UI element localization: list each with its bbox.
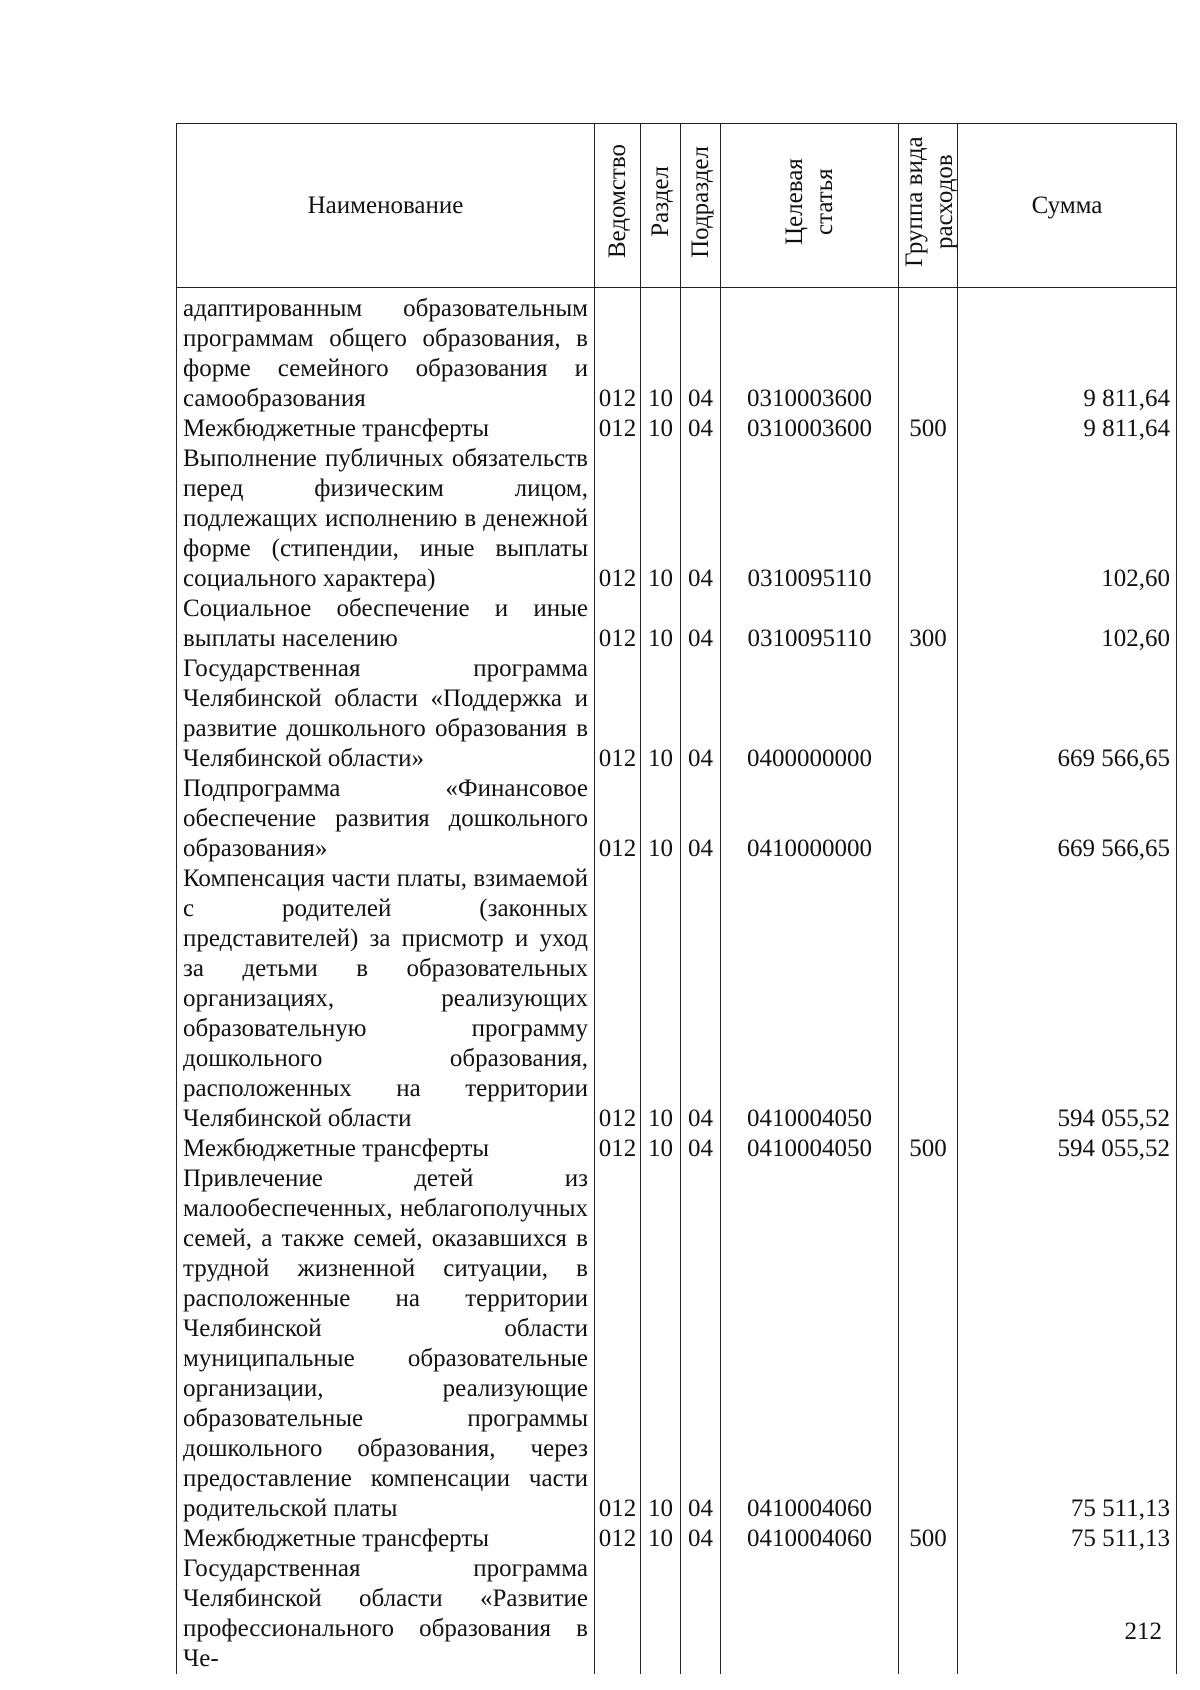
- budget-table: [176, 123, 1177, 1674]
- cell-name: Социальное обеспечение и иные выплаты населению: [177, 594, 595, 654]
- cell-celevaya-statya: 0410004050: [721, 864, 899, 1134]
- header-celevaya-statya: Целевая статья: [721, 124, 899, 288]
- cell-razdel: 10: [641, 594, 681, 654]
- header-podrazdel: Подраздел: [681, 124, 721, 288]
- cell-celevaya-statya: 0310003600: [721, 414, 899, 444]
- cell-vedomstvo: 012: [595, 864, 641, 1134]
- header-razdel: Раздел: [641, 124, 681, 288]
- cell-podrazdel: 04: [681, 654, 721, 774]
- cell-name: Межбюджетные трансферты: [177, 1134, 595, 1164]
- cell-celevaya-statya: 0310095110: [721, 594, 899, 654]
- cell-razdel: 10: [641, 1134, 681, 1164]
- cell-celevaya-statya: 0410004060: [721, 1524, 899, 1554]
- cell-name: адаптированным образовательным программам общего образования, в форме семейного образования и самообразования: [177, 288, 595, 415]
- cell-vedomstvo: 012: [595, 288, 641, 415]
- cell-name: Государственная программа Челябинской области «Поддержка и развитие дошкольного образования в Челябинской области»: [177, 654, 595, 774]
- cell-gruppa: [899, 864, 958, 1134]
- cell-podrazdel: 04: [681, 1134, 721, 1164]
- cell-celevaya-statya: 0310003600: [721, 288, 899, 415]
- cell-summa: 594 055,52: [958, 864, 1177, 1134]
- header-vedomstvo: Ведомство: [595, 124, 641, 288]
- cell-summa: [958, 1554, 1177, 1674]
- cell-podrazdel: 04: [681, 594, 721, 654]
- cell-vedomstvo: 012: [595, 414, 641, 444]
- cell-razdel: 10: [641, 1524, 681, 1554]
- table-row: [177, 288, 1177, 415]
- table-header: [177, 124, 1177, 288]
- cell-name: Государственная программа Челябинской области «Развитие профессионального образования в Че-: [177, 1554, 595, 1674]
- cell-summa: 669 566,65: [958, 774, 1177, 864]
- cell-podrazdel: 04: [681, 774, 721, 864]
- cell-podrazdel: 04: [681, 288, 721, 415]
- cell-name: Компенсация части платы, взимаемой с родителей (законных представителей) за присмотр и уход за детьми в образовательных организациях, реализующих образовательную программу дошкольного образования, расположенных на территории Челябинской области: [177, 864, 595, 1134]
- cell-name: Подпрограмма «Финансовое обеспечение развития дошкольного образования»: [177, 774, 595, 864]
- cell-podrazdel: 04: [681, 1524, 721, 1554]
- cell-summa: 594 055,52: [958, 1134, 1177, 1164]
- cell-gruppa: [899, 654, 958, 774]
- cell-summa: 75 511,13: [958, 1164, 1177, 1524]
- cell-gruppa: [899, 1164, 958, 1524]
- cell-vedomstvo: 012: [595, 774, 641, 864]
- cell-podrazdel: 04: [681, 864, 721, 1134]
- cell-name: Межбюджетные трансферты: [177, 414, 595, 444]
- cell-vedomstvo: [595, 1554, 641, 1674]
- cell-summa: 9 811,64: [958, 288, 1177, 415]
- cell-summa: 669 566,65: [958, 654, 1177, 774]
- cell-gruppa: 500: [899, 1524, 958, 1554]
- cell-podrazdel: 04: [681, 414, 721, 444]
- table-row: [177, 594, 1177, 654]
- cell-razdel: [641, 1554, 681, 1674]
- table-body: [177, 288, 1177, 1675]
- cell-gruppa: [899, 288, 958, 415]
- cell-gruppa: 300: [899, 594, 958, 654]
- cell-celevaya-statya: 0410004050: [721, 1134, 899, 1164]
- cell-gruppa: 500: [899, 1134, 958, 1164]
- page-number: 212: [1124, 1618, 1162, 1645]
- cell-gruppa: [899, 1554, 958, 1674]
- cell-gruppa: 500: [899, 414, 958, 444]
- table-row: [177, 444, 1177, 594]
- header-summa: Сумма: [958, 124, 1177, 288]
- table-row: [177, 1134, 1177, 1164]
- cell-celevaya-statya: 0410004060: [721, 1164, 899, 1524]
- header-name: Наименование: [177, 124, 595, 288]
- cell-podrazdel: 04: [681, 444, 721, 594]
- cell-celevaya-statya: [721, 1554, 899, 1674]
- cell-vedomstvo: 012: [595, 1134, 641, 1164]
- table-row: [177, 414, 1177, 444]
- cell-gruppa: [899, 774, 958, 864]
- table-row: [177, 774, 1177, 864]
- cell-summa: 75 511,13: [958, 1524, 1177, 1554]
- table-row: [177, 654, 1177, 774]
- cell-podrazdel: 04: [681, 1164, 721, 1524]
- cell-vedomstvo: 012: [595, 1164, 641, 1524]
- cell-summa: 9 811,64: [958, 414, 1177, 444]
- cell-vedomstvo: 012: [595, 654, 641, 774]
- table-row: [177, 1524, 1177, 1554]
- cell-razdel: 10: [641, 1164, 681, 1524]
- table-row: [177, 864, 1177, 1134]
- cell-razdel: 10: [641, 288, 681, 415]
- header-gruppa-vida-rashodov: Группа вида расходов: [899, 124, 958, 288]
- cell-razdel: 10: [641, 414, 681, 444]
- table-row: [177, 1554, 1177, 1674]
- cell-vedomstvo: 012: [595, 1524, 641, 1554]
- cell-name: Межбюджетные трансферты: [177, 1524, 595, 1554]
- cell-podrazdel: [681, 1554, 721, 1674]
- cell-name: Привлечение детей из малообеспеченных, неблагополучных семей, а также семей, оказавшихся в трудной жизненной ситуации, в расположенные на территории Челябинской области муниципальные образовательные организации, реализующие образовательные программы дошкольного образования, через предоставление компенсации части родительской платы: [177, 1164, 595, 1524]
- cell-celevaya-statya: 0310095110: [721, 444, 899, 594]
- cell-summa: 102,60: [958, 594, 1177, 654]
- cell-razdel: 10: [641, 654, 681, 774]
- cell-gruppa: [899, 444, 958, 594]
- cell-razdel: 10: [641, 864, 681, 1134]
- table-row: [177, 1164, 1177, 1524]
- cell-celevaya-statya: 0410000000: [721, 774, 899, 864]
- cell-celevaya-statya: 0400000000: [721, 654, 899, 774]
- cell-razdel: 10: [641, 774, 681, 864]
- cell-name: Выполнение публичных обязательств перед физическим лицом, подлежащих исполнению в денежной форме (стипендии, иные выплаты социального характера): [177, 444, 595, 594]
- cell-summa: 102,60: [958, 444, 1177, 594]
- cell-vedomstvo: 012: [595, 594, 641, 654]
- cell-vedomstvo: 012: [595, 444, 641, 594]
- cell-razdel: 10: [641, 444, 681, 594]
